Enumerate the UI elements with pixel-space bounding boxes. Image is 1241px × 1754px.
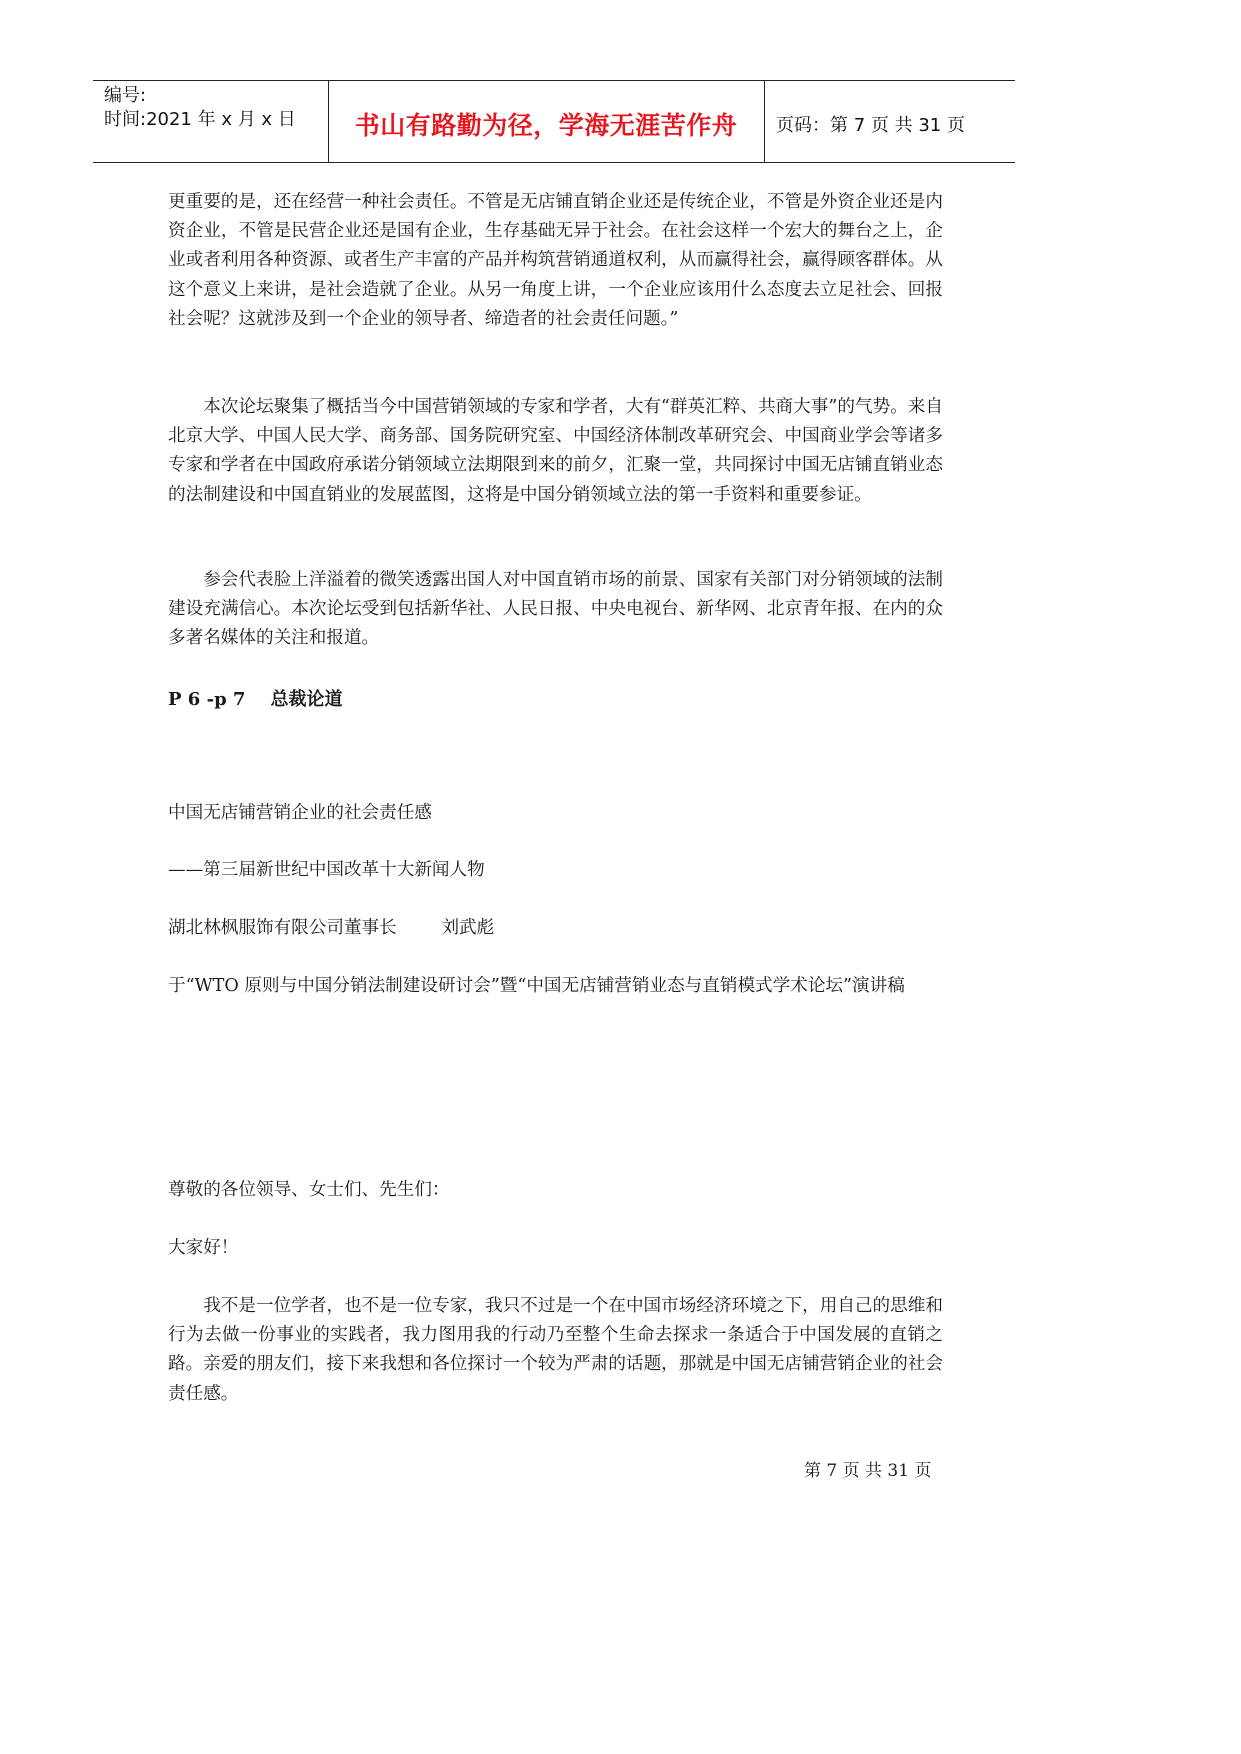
header-motto: 书山有路勤为径，学海无涯苦作舟	[354, 111, 738, 140]
body-paragraph: 参会代表脸上洋溢着的微笑透露出国人对中国直销市场的前景、国家有关部门对分销领域的法制建设充满信心。本次论坛受到包括新华社、人民日报、中央电视台、新华网、北京青年报、在内的众多著名媒体的关注和报道。	[168, 570, 943, 649]
header-top-rule	[93, 80, 1015, 81]
body-paragraph: 本次论坛聚集了概括当今中国营销领域的专家和学者，大有“群英汇粹、共商大事”的气势。来自北京大学、中国人民大学、商务部、国务院研究室、中国经济体制改革研究会、中国商业学会等诸多专家和学者在中国政府承诺分销领域立法期限到来的前夕，汇聚一堂，共同探讨中国无店铺直销业态的法制建设和中国直销业的发展蓝图，这将是中国分销领域立法的第一手资料和重要参证。	[168, 397, 943, 505]
header-page-label: 页码：第 7 页 共 31 页	[776, 115, 965, 136]
speech-hello: 大家好！	[168, 1238, 239, 1258]
article-venue: 于“WTO 原则与中国分销法制建设研讨会”暨“中国无店铺营销业态与直销模式学术论坛”演讲稿	[168, 976, 905, 996]
article-author: 湖北林枫服饰有限公司董事长 刘武彪	[168, 918, 495, 938]
article-title: 中国无店铺营销企业的社会责任感	[168, 803, 432, 823]
header-meta	[104, 84, 296, 132]
header-number-label: 编号:	[104, 85, 147, 106]
article-subtitle: ——第三届新世纪中国改革十大新闻人物	[168, 860, 485, 880]
footer-page-number: 第 7 页 共 31 页	[804, 1461, 932, 1481]
speech-opening: 我不是一位学者，也不是一位专家，我只不过是一个在中国市场经济环境之下，用自己的思维和行为去做一份事业的实践者，我力图用我的行动乃至整个生命去探求一条适合于中国发展的直销之路。亲爱的朋友们，接下来我想和各位探讨一个较为严肃的话题，那就是中国无店铺营销企业的社会责任感。	[168, 1296, 943, 1404]
body-paragraph: 更重要的是，还在经营一种社会责任。不管是无店铺直销企业还是传统企业，不管是外资企业还是内资企业，不管是民营企业还是国有企业，生存基础无异于社会。在社会这样一个宏大的舞台之上，企业或者利用各种资源、或者生产丰富的产品并构筑营销通道权利，从而赢得社会，赢得顾客群体。从这个意义上来讲，是社会造就了企业。从另一角度上讲，一个企业应该用什么态度去立足社会、回报社会呢？这就涉及到一个企业的领导者、缔造者的社会责任问题。”	[168, 192, 943, 329]
header-time-label: 时间:2021 年 x 月 x 日	[104, 109, 296, 130]
speech-greeting: 尊敬的各位领导、女士们、先生们：	[168, 1180, 450, 1200]
header-bottom-rule	[93, 162, 1015, 163]
header-divider	[764, 80, 765, 162]
section-title: P 6 -p 7 总裁论道	[168, 689, 343, 710]
